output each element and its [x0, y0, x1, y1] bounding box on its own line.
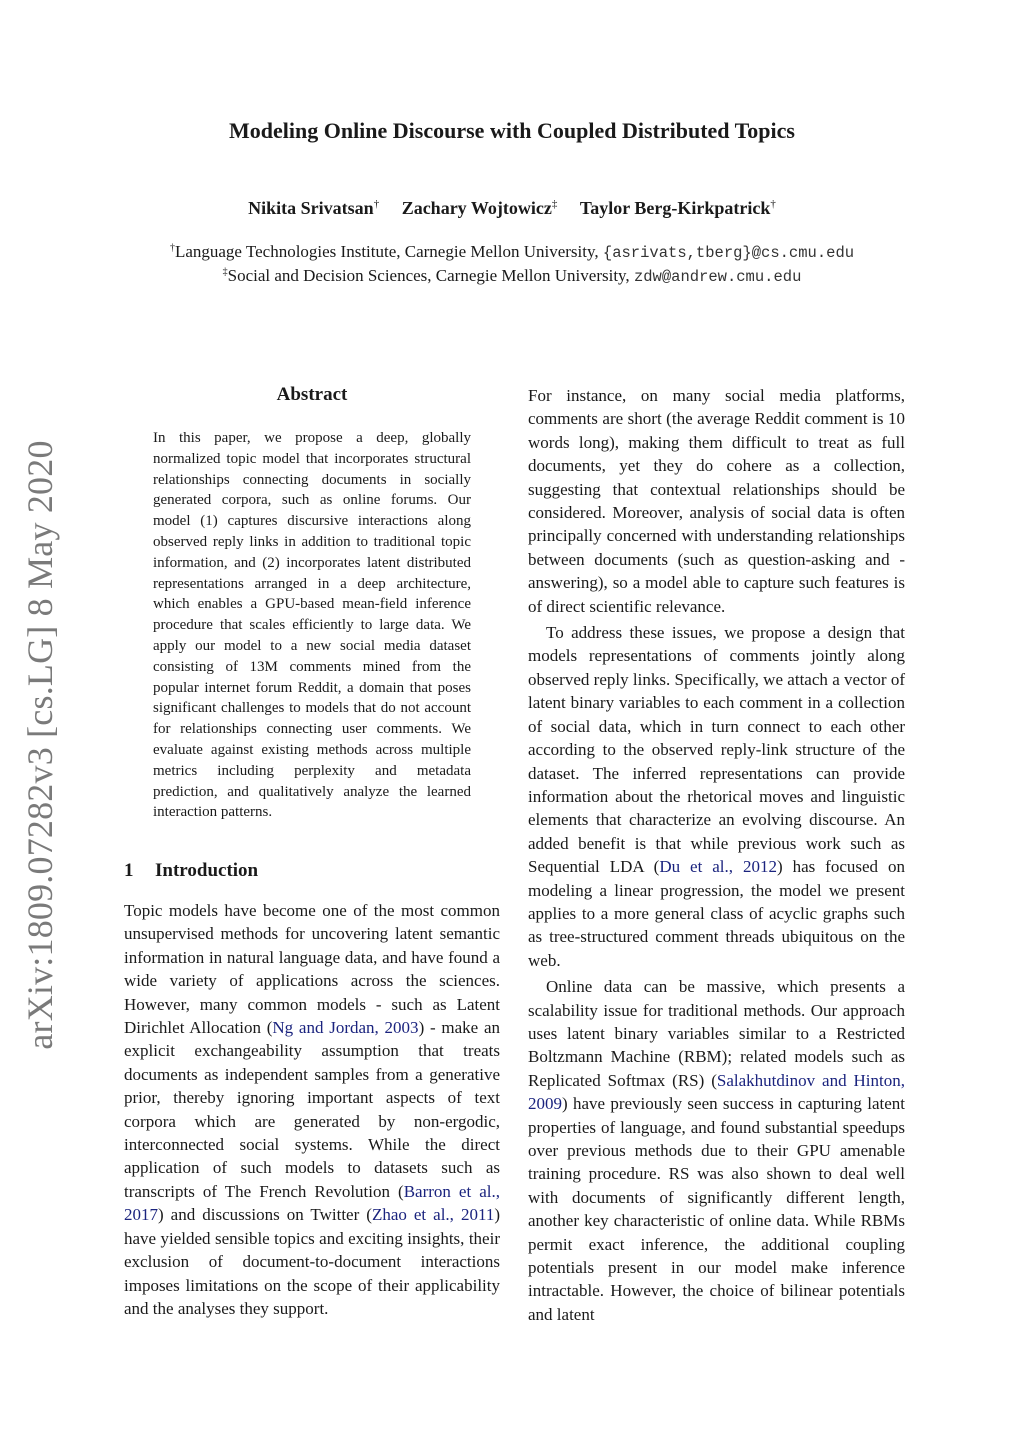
paragraph-text: Online data can be massive, which presents a scalability issue for traditional methods. Our approach uses latent binary variables similar to a Restricted Boltzmann Machine (RBM); related models such as Replicated Softmax (RS) ( [528, 977, 905, 1090]
affiliation-mark: ‡ [222, 266, 228, 278]
citation-link[interactable]: Ng and Jordan, 2003 [272, 1018, 419, 1038]
intro-paragraph: For instance, on many social media platforms, comments are short (the average Reddit comment is 10 words long), making them difficult to treat as full documents, yet they do cohere as a collection, suggesting that contextual relationships should be considered. Moreover, analysis of social data is often principally concerned with understanding relationships between documents (such as question-asking and -answering), so a model able to capture such features is of direct scientific relevance. [528, 386, 905, 616]
right-column [528, 384, 905, 1326]
paper-title: Modeling Online Discourse with Coupled Distributed Topics [229, 118, 795, 143]
affiliation-mark: † [373, 198, 380, 210]
affiliation-mark: † [770, 198, 776, 210]
paragraph-text: ) have previously seen success in capturing latent properties of language, and found substantial speedups over previous methods due to their GPU amenable training procedure. RS was also shown to deal well with documents of significantly different length, another key characteristic of online data. While RBMs permit exact inference, the additional coupling potentials present in our model make inference intractable. However, the choice of bilinear potentials and latent [528, 1094, 905, 1324]
affiliation-line [0, 242, 1024, 262]
affiliation-text: Social and Decision Sciences, Carnegie Mellon University, [227, 266, 634, 285]
citation-link[interactable]: Salakhutdinov and Hinton, 2009 [528, 1070, 905, 1114]
intro-paragraph [124, 899, 500, 1320]
email-address[interactable]: {asrivats,tberg}@cs.cmu.edu [602, 244, 855, 262]
paragraph-text: Topic models have become one of the most common unsupervised methods for uncovering latent semantic information in natural language data, and have found a wide variety of applications across the sciences. However, many common models - such as Latent Dirichlet Allocation ( [124, 901, 500, 1038]
author-name: Nikita Srivatsan [248, 198, 374, 218]
author [580, 198, 776, 218]
paragraph-text: ) have yielded sensible topics and exciting insights, their exclusion of document-to-document interactions imposes limitations on the scope of their applicability and the analyses they support. [124, 1205, 500, 1318]
section-heading [124, 860, 258, 882]
affiliation-text: Language Technologies Institute, Carnegie Mellon University, [174, 242, 603, 261]
affiliation-line [0, 266, 1024, 286]
intro-paragraph [528, 975, 905, 1326]
paragraph-text: ) has focused on modeling a linear progression, the model we present applies to a more general class of acyclic graphs such as tree-structured comment threads ubiquitous on the web. [528, 857, 905, 970]
section-title: Introduction [155, 860, 259, 881]
author [402, 198, 558, 218]
paragraph-text: To address these issues, we propose a design that models representations of comments jointly along observed reply links. Specifically, we attach a vector of latent binary variables to each comment in a collection of social data, which in turn connect to each other according to the observed reply-link structure of the dataset. The inferred representations can provide information about the rhetorical moves and linguistic elements that characterize an evolving discourse. An added benefit is that while previous work such as Sequential LDA ( [528, 623, 905, 877]
author [248, 198, 379, 218]
arxiv-id: arXiv:1809.07282v3 [cs.LG] 8 May 2020 [20, 440, 60, 1050]
affiliation-mark: † [169, 242, 175, 254]
paragraph-text: ) and discussions on Twitter ( [158, 1205, 372, 1225]
author-list [0, 198, 1024, 219]
author-name: Taylor Berg-Kirkpatrick [579, 198, 771, 218]
intro-paragraph [528, 621, 905, 972]
paragraph-text: ) - make an explicit exchangeability assumption that treats documents as independent samples from a generative prior, thereby ignoring important aspects of text corpora which are generated by non-ergodic, interconnected social systems. While the direct application of such models to datasets such as transcripts of The French Revolution ( [124, 1018, 500, 1201]
section-number: 1 [124, 860, 134, 881]
affiliation-mark: ‡ [551, 198, 558, 210]
abstract-text: In this paper, we propose a deep, globally normalized topic model that incorporates structural relationships connecting documents in socially generated corpora, such as online forums. Our model (1) captures discursive interactions along observed reply links in addition to traditional topic information, and (2) incorporates latent distributed representations arranged in a deep architecture, which enables a GPU-based mean-field inference procedure that scales efficiently to large data. We apply our model to a new social media dataset consisting of 13M comments mined from the popular internet forum Reddit, a domain that poses significant challenges to models that do not account for relationships connecting user comments. We evaluate against existing methods across multiple metrics including perplexity and metadata prediction, and qualitatively analyze the learned interaction patterns. [153, 430, 471, 821]
author-name: Zachary Wojtowicz [401, 198, 552, 218]
citation-link[interactable]: Barron et al., 2017 [124, 1181, 500, 1225]
abstract-heading: Abstract [276, 384, 348, 405]
citation-link[interactable]: Zhao et al., 2011 [371, 1205, 495, 1225]
email-address[interactable]: zdw@andrew.cmu.edu [633, 268, 802, 286]
citation-link[interactable]: Du et al., 2012 [659, 857, 777, 877]
